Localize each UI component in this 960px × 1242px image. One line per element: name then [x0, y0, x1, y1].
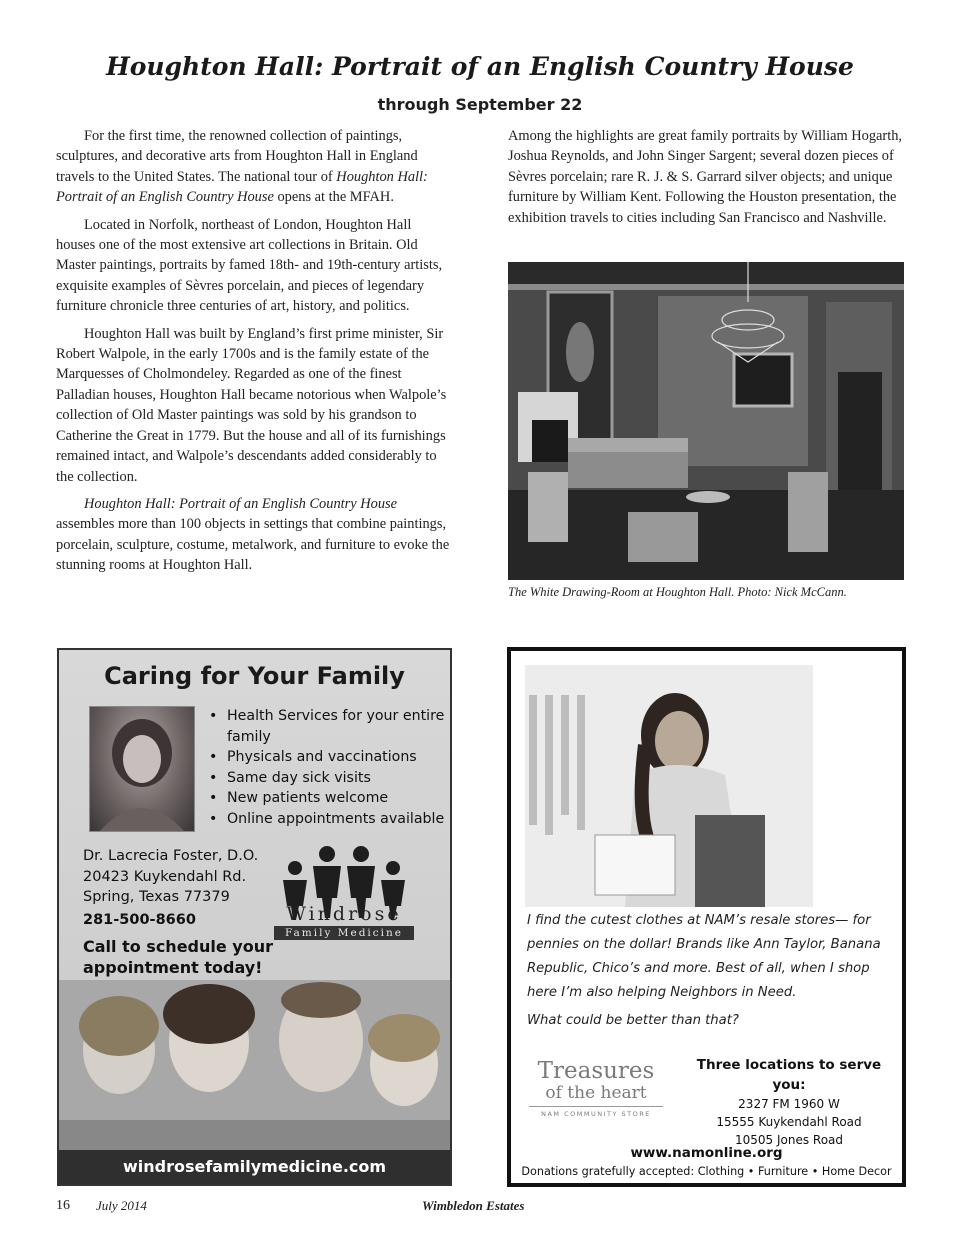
drawing-room-illustration	[508, 262, 904, 580]
windrose-logo-subtitle: Family Medicine	[274, 926, 414, 940]
testimonial-closing: What could be better than that?	[527, 1013, 739, 1028]
article-column-right	[508, 126, 904, 235]
article-paragraph: Located in Norfolk, northeast of London, Houghton Hall houses one of the most extensive art collections in Britain. Old Master paintings, portraits by famed 18th- and 19th-century artists, exquisite examples of Sèvres porcelain, and pieces of legendary furniture chronicle three centuries of art, history, and politics.	[56, 216, 443, 315]
service-item: • Online appointments available	[207, 809, 447, 830]
article-subtitle: through September 22	[377, 95, 583, 114]
testimonial-text: I find the cutest clothes at NAM’s resale stores— for pennies on the dollar! Brands like Ann Taylor, Banana Republic, Chico’s and more. Best of all, when I shop here I’m also helping Neighbors in Need.	[527, 913, 881, 1000]
locations-heading: Three locations to serve you:	[696, 1057, 882, 1093]
service-item: • Same day sick visits	[207, 768, 447, 789]
windrose-advertisement	[57, 648, 452, 1186]
call-to-action: Call to schedule your appointment today!	[83, 937, 273, 977]
clinic-phone: 281-500-8660	[83, 911, 196, 928]
exhibition-title: Houghton Hall: Portrait of an English Country House	[84, 495, 397, 512]
location-item: 10505 Jones Road	[734, 1133, 844, 1147]
testimonial-quote	[527, 909, 897, 1033]
exhibition-title: Houghton Hall: Portrait of an English Country House	[56, 168, 428, 206]
location-item: 15555 Kuykendahl Road	[716, 1115, 862, 1129]
shopper-illustration	[525, 665, 813, 907]
service-item: • Health Services for your entire family	[207, 706, 447, 747]
doctor-portrait-illustration	[90, 707, 194, 831]
clinic-contact	[83, 846, 283, 930]
publication-name: Wimbledon Estates	[422, 1198, 525, 1213]
family-photo	[59, 980, 450, 1152]
shopper-photo	[525, 665, 813, 907]
location-item: 2327 FM 1960 W	[738, 1097, 840, 1111]
article-column-left	[56, 126, 450, 583]
clinic-street: 20423 Kuykendahl Rd.	[83, 868, 247, 885]
article-paragraph: For the first time, the renowned collection of paintings, sculptures, and decorative arts from Houghton Hall in England travels to the United States. The national tour of Houghton Hall: Portrait of an English Country House opens at the MFAH.	[56, 128, 428, 206]
article-title: Houghton Hall: Portrait of an English Country House	[106, 52, 854, 81]
treasures-of-the-heart-logo: Treasures of the heart NAM COMMUNITY STORE	[529, 1059, 663, 1118]
ad-headline: Caring for Your Family	[104, 662, 405, 690]
issue-date: July 2014	[96, 1198, 147, 1213]
doctor-name: Dr. Lacrecia Foster, D.O.	[83, 848, 259, 864]
donations-note: Donations gratefully accepted: Clothing • Furniture • Home Decor	[521, 1165, 892, 1178]
photo-caption: The White Drawing-Room at Houghton Hall. Photo: Nick McCann.	[508, 585, 847, 599]
windrose-website[interactable]: windrosefamilymedicine.com	[59, 1150, 450, 1184]
article-paragraph: Houghton Hall: Portrait of an English Country House assembles more than 100 objects in settings that combine paintings, porcelain, sculpture, costume, metalwork, and furniture to evoke the stunning rooms at Houghton Hall.	[56, 495, 450, 574]
article-paragraph: Among the highlights are great family portraits by William Hogarth, Joshua Reynolds, and John Singer Sargent; several dozen pieces of Sèvres porcelain; rare R. J. & S. Garrard silver objects; and unique furniture by William Kent. Following the Houston presentation, the exhibition travels to cities including San Francisco and Nashville.	[508, 128, 903, 226]
page-number: 16	[56, 1198, 70, 1213]
clinic-city: Spring, Texas 77379	[83, 889, 230, 905]
drawing-room-photo	[508, 262, 904, 580]
nam-website[interactable]: www.namonline.org	[630, 1145, 783, 1161]
store-locations	[679, 1055, 899, 1149]
service-item: • New patients welcome	[207, 788, 447, 809]
services-list	[207, 706, 447, 829]
windrose-logo-name: Windrose	[286, 903, 402, 925]
page-footer	[56, 1198, 916, 1214]
article-paragraph: Houghton Hall was built by England’s first prime minister, Sir Robert Walpole, in the early 1700s and is the family estate of the Marquesses of Cholmondeley. Regarded as one of the finest Palladian houses, Houghton Hall became notorious when Walpole’s collection of Old Master paintings was sold by his grandson to Catherine the Great in 1779. But the house and all of its furnishings remained intact, and Walpole’s descendants added considerably to the collection.	[56, 325, 447, 485]
nam-advertisement	[507, 647, 906, 1187]
family-photo-illustration	[59, 980, 450, 1152]
service-item: • Physicals and vaccinations	[207, 747, 447, 768]
doctor-portrait	[89, 706, 195, 832]
